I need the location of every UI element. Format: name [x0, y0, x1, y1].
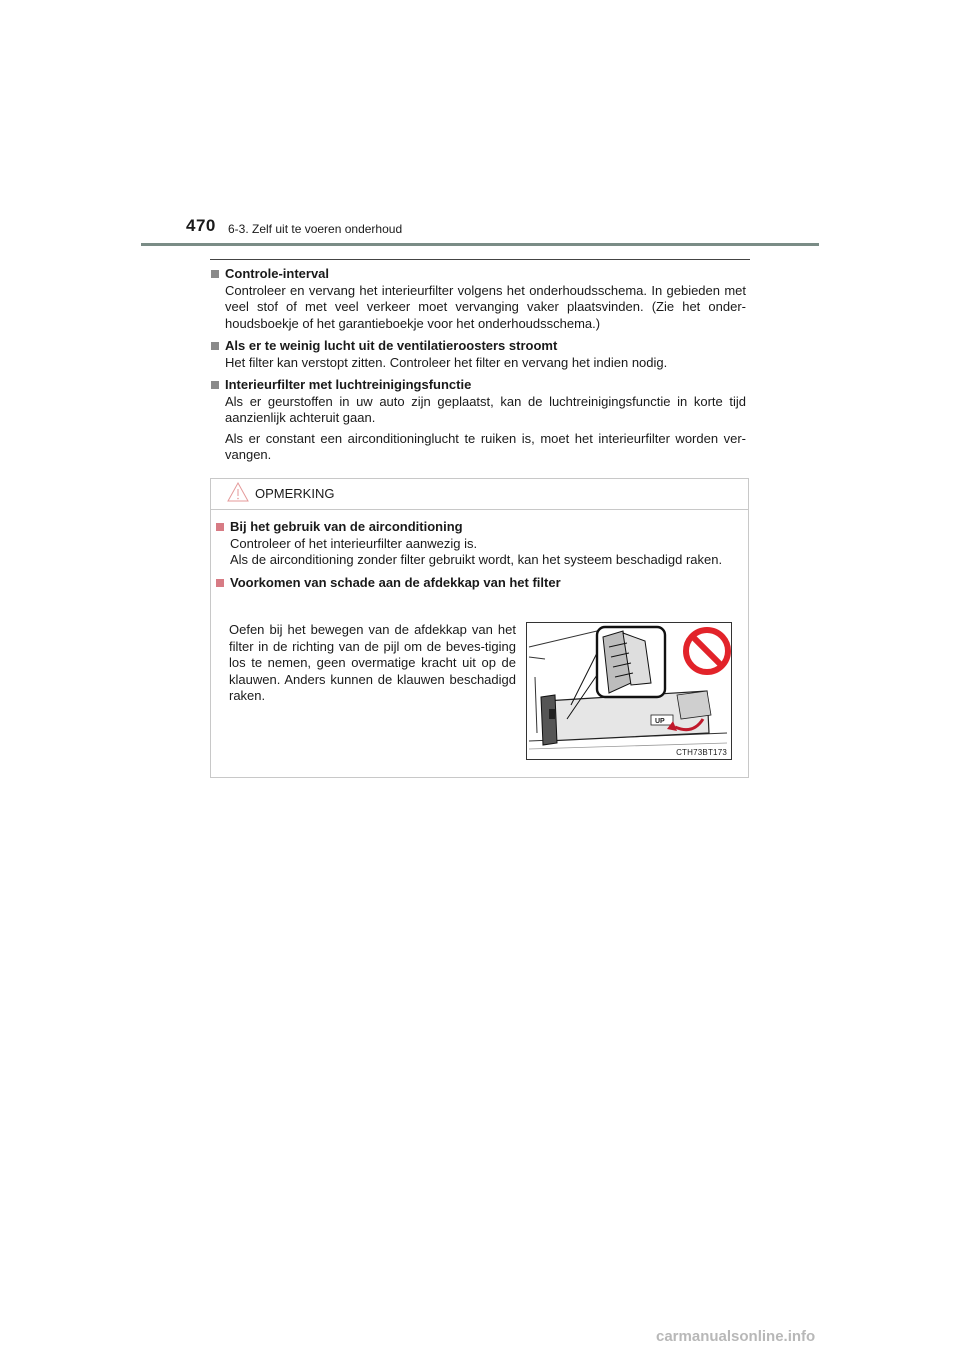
page-number: 470 — [186, 216, 216, 235]
notice-paragraph: Controleer of het interieurfilter aanwezig is. — [230, 535, 478, 551]
square-bullet-icon — [211, 342, 219, 350]
content-top-rule — [210, 259, 750, 260]
notice-item-cover — [215, 575, 741, 592]
section-air-purifying-filter — [210, 377, 746, 464]
notice-box — [210, 478, 749, 778]
notice-title: OPMERKING — [255, 486, 335, 501]
section-heading-text: Interieurfilter met luchtreinigingsfunctie — [225, 377, 472, 392]
square-bullet-icon — [216, 523, 224, 531]
notice-heading — [215, 519, 741, 536]
section-paragraph: Controleer en vervang het interieurfilter volgens het onderhoudsschema. In gebieden met veel stof of met veel verkeer moet vervanging vaker plaatsvinden. (Zie het onder-houdsboekje of het garantieboekje voor het onderhoudsschema.) — [225, 282, 746, 331]
section-heading — [210, 377, 746, 394]
square-bullet-icon — [211, 270, 219, 278]
notice-heading-text: Bij het gebruik van de airconditioning — [230, 519, 463, 534]
section-paragraph: Het filter kan verstopt zitten. Controleer het filter en vervang het indien nodig. — [225, 354, 668, 370]
prohibition-icon — [686, 630, 728, 672]
filter-cover-illustration — [526, 622, 732, 760]
notice-figure-text: Oefen bij het bewegen van de afdekkap van het filter in de richting van de pijl om de beves-tiging los te nemen, geen overmatige kracht uit op de klauwen. Anders kunnen de klauwen beschadigd raken. — [229, 622, 516, 703]
section-title: 6-3. Zelf uit te voeren onderhoud — [228, 222, 403, 236]
up-label: UP — [655, 718, 665, 725]
section-controle-interval — [210, 266, 746, 332]
section-ventilation — [210, 338, 746, 371]
section-heading — [210, 266, 746, 283]
square-bullet-icon — [216, 579, 224, 587]
section-heading-text: Als er te weinig lucht uit de ventilatieroosters stroomt — [225, 338, 558, 353]
header-rule — [141, 243, 819, 246]
notice-item-aircon — [215, 519, 741, 569]
main-content — [210, 266, 746, 470]
warning-triangle-icon — [227, 481, 249, 503]
filter-cover-drawing — [527, 623, 732, 760]
section-heading — [210, 338, 746, 355]
notice-body — [215, 519, 741, 597]
notice-paragraph: Als de airconditioning zonder filter gebruikt wordt, kan het systeem beschadigd raken. — [230, 552, 723, 567]
notice-heading-text: Voorkomen van schade aan de afdekkap van het filter — [230, 574, 561, 590]
footer-watermark: carmanualsonline.info — [656, 1328, 816, 1345]
section-paragraph: Als er constant een airconditioninglucht te ruiken is, moet het interieurfilter worden ver-vangen. — [225, 430, 746, 462]
notice-heading — [215, 575, 741, 592]
notice-header — [211, 479, 748, 510]
figure-code: CTH73BT173 — [676, 748, 727, 757]
section-heading-text: Controle-interval — [225, 266, 330, 281]
section-paragraph: Als er geurstoffen in uw auto zijn geplaatst, kan de luchtreinigingsfunctie in korte tijd aanzienlijk achteruit gaan. — [225, 393, 746, 425]
square-bullet-icon — [211, 381, 219, 389]
